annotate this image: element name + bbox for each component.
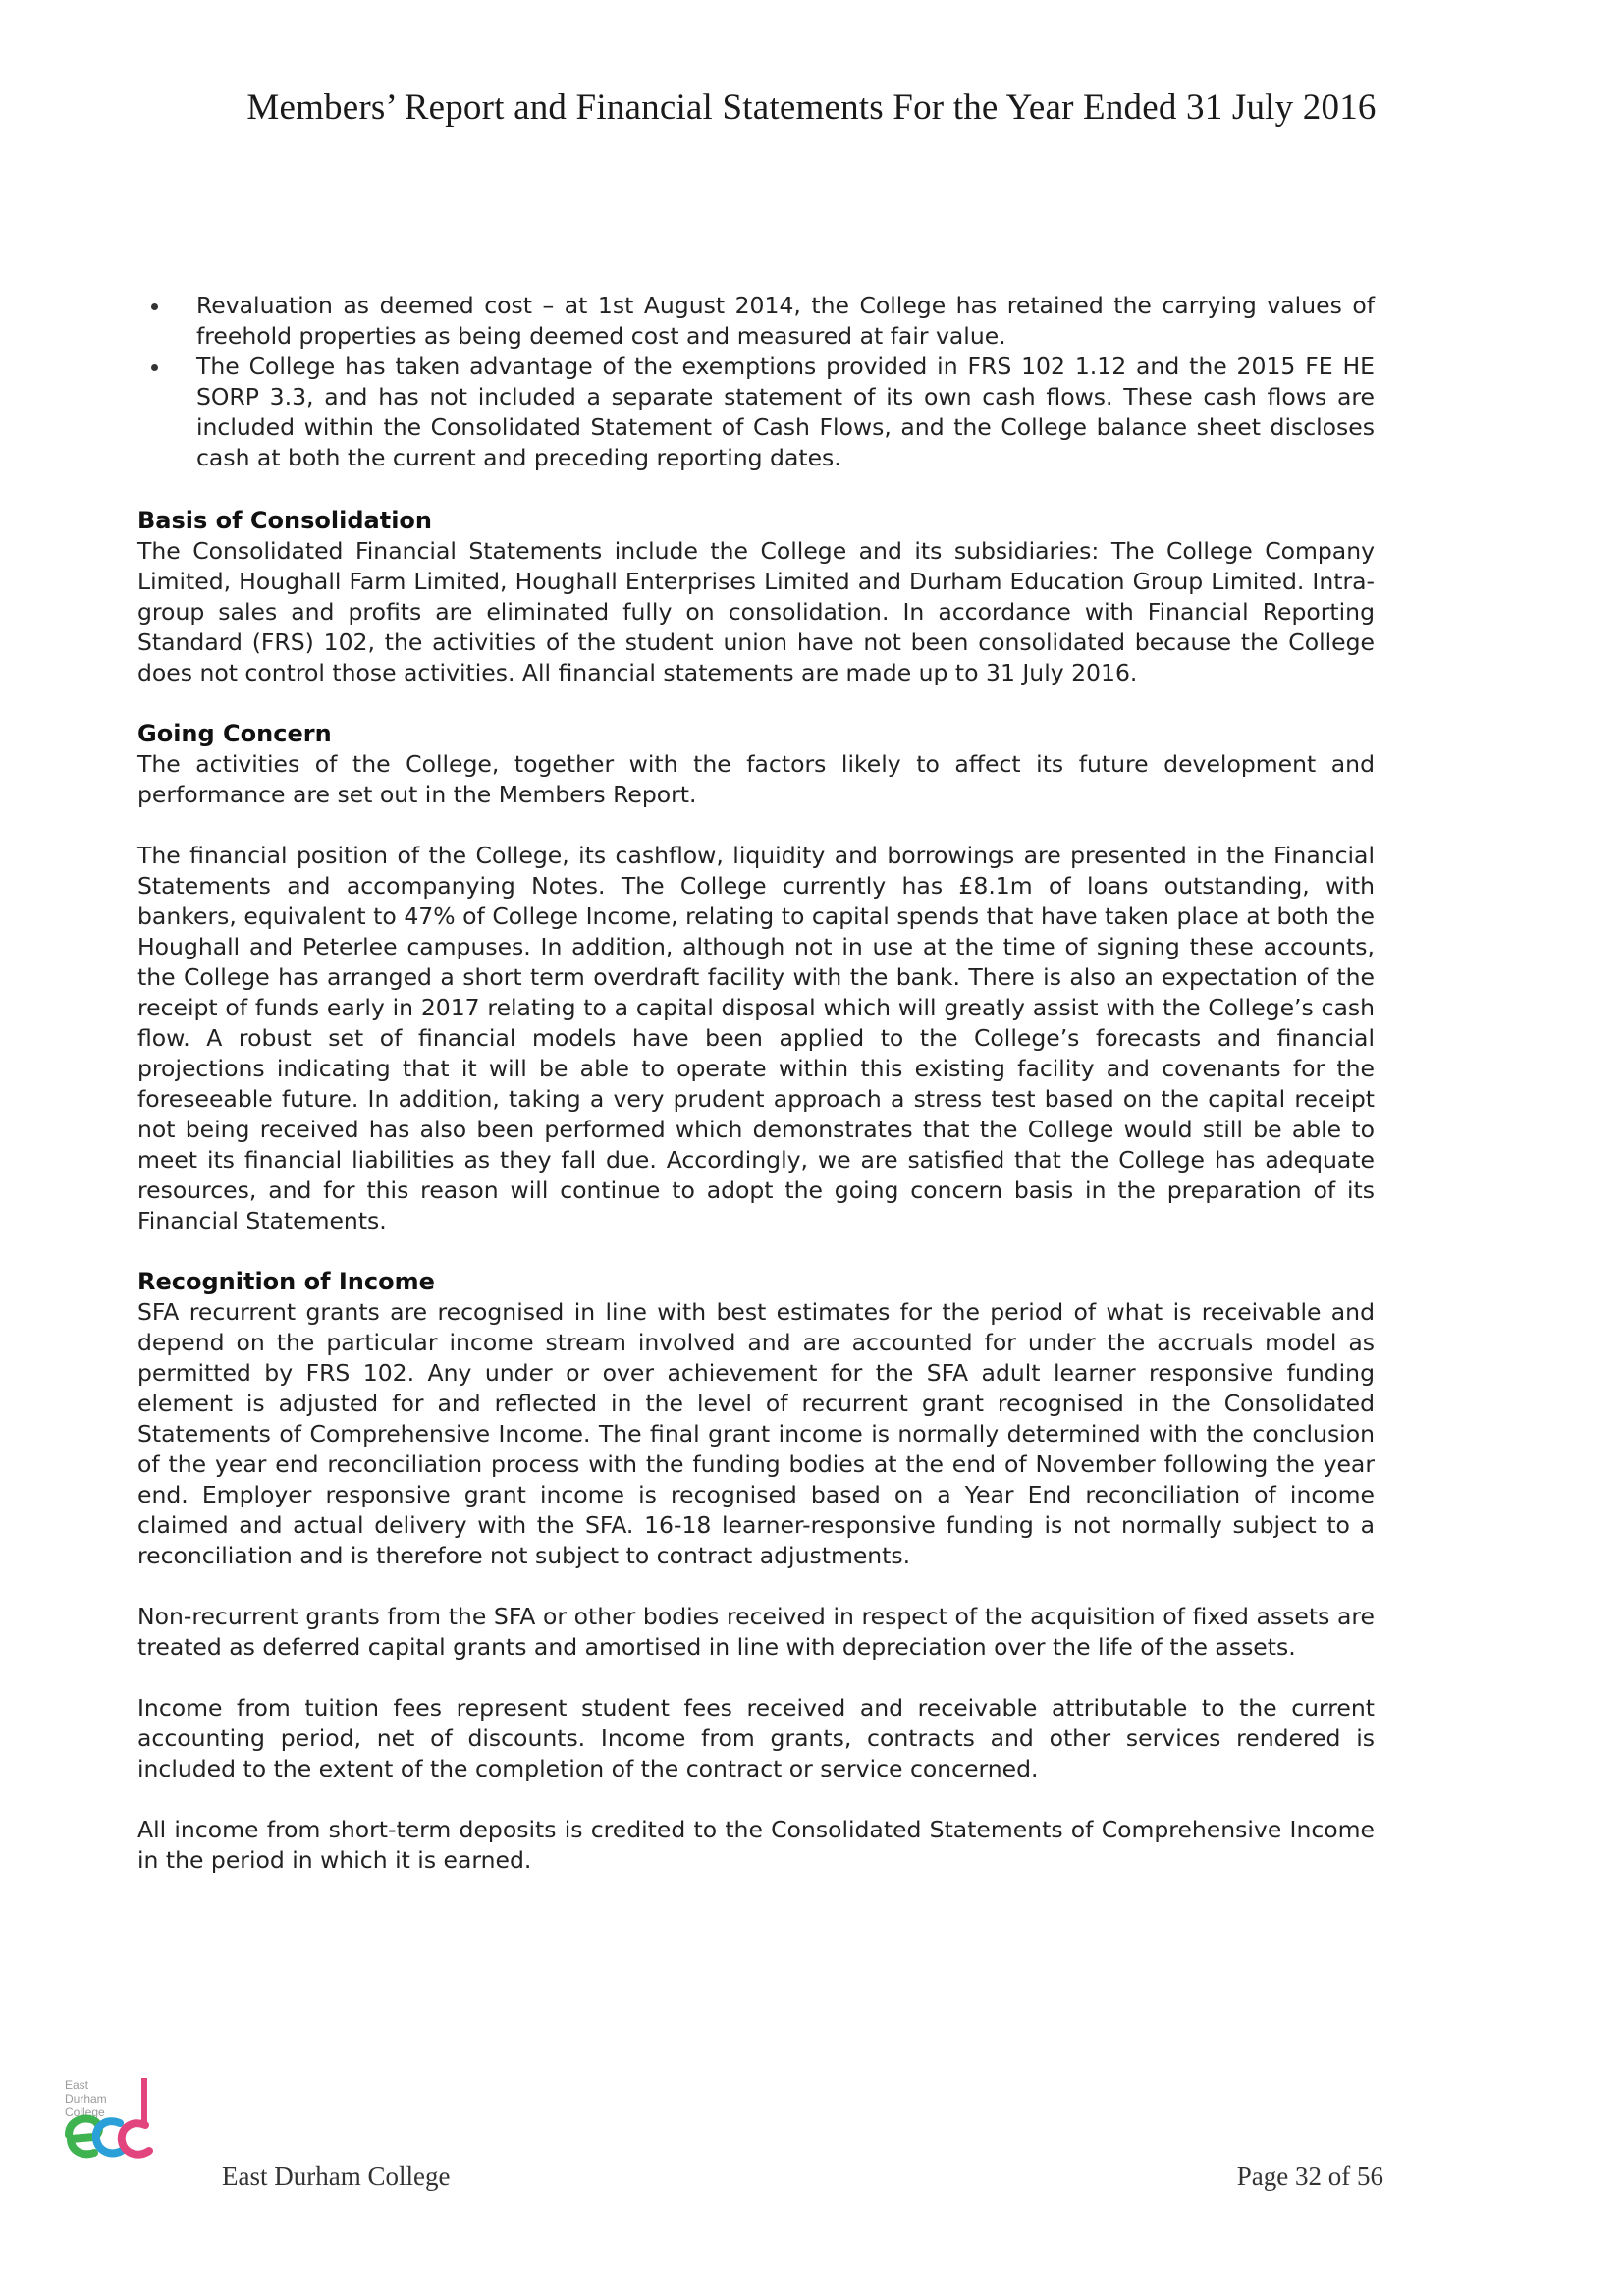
recognition-of-income-para-4: All income from short-term deposits is credited to the Consolidated Statements of Comprehensive Income in the period in which it is earned. [137,1816,1375,1874]
page-title: Members’ Report and Financial Statements For the Year Ended 31 July 2016 [246,87,1377,128]
recognition-of-income-para-3: Income from tuition fees represent student fees received and receivable attributable to the current accounting period, net of discounts. Income from grants, contracts and other services rendered is included to the extent of the completion of the contract or service concerned. [137,1694,1375,1782]
bullet-text: Revaluation as deemed cost – at 1st August 2014, the College has retained the carrying values of freehold properties as being deemed cost and measured at fair value. [196,292,1375,350]
recognition-of-income-para-1: SFA recurrent grants are recognised in line with best estimates for the period of what is receivable and depend on the particular income stream involved and are accounted for under the accruals model as permitted by FRS 102. Any under or over achievement for the SFA adult learner responsive funding element is adjusted for and reflected in the level of recurrent grant recognised in the Consolidated Statements of Comprehensive Income. The final grant income is normally determined with the conclusion of the year end reconciliation process with the funding bodies at the end of November following the year end. Employer responsive grant income is recognised based on a Year End reconciliation of income claimed and actual delivery with the SFA. 16-18 learner-responsive funding is not normally subject to a reconciliation and is therefore not subject to contract adjustments. [137,1298,1375,1569]
basis-of-consolidation-text: The Consolidated Financial Statements include the College and its subsidiaries: The College Company Limited, Houghall Farm Limited, Houghall Enterprises Limited and Durham Education Group Limited. Intra-group sales and profits are eliminated fully on consolidation. In accordance with Financial Reporting Standard (FRS) 102, the activities of the student union have not been consolidated because the College does not control those activities. All financial statements are made up to 31 July 2016. [137,537,1375,686]
bullet-list [137,291,1375,473]
going-concern-para-1: The activities of the College, together with the factors likely to affect its future development and performance are set out in the Members Report. [137,750,1375,808]
document-body [137,291,1375,1906]
logo-line: East [65,2078,89,2092]
bullet-icon [151,303,158,310]
bullet-text: The College has taken advantage of the exemptions provided in FRS 102 1.12 and the 2015 FE HE SORP 3.3, and has not included a separate statement of its own cash flows. These cash flows are included within the Consolidated Statement of Cash Flows, and the College balance sheet discloses cash at both the current and preceding reporting dates. [196,353,1375,471]
logo-line: College [65,2105,105,2119]
list-item [196,291,1375,352]
logo-line: Durham [65,2092,107,2105]
list-item [196,352,1375,473]
recognition-of-income-para-2: Non-recurrent grants from the SFA or other bodies received in respect of the acquisition of fixed assets are treated as deferred capital grants and amortised in line with depreciation over the life of the assets. [137,1603,1375,1661]
page-number: Page 32 of 56 [1236,2161,1383,2191]
section-heading-recognition-of-income: Recognition of Income [137,1268,435,1295]
edc-logo-icon [61,2078,179,2162]
college-logo [61,2078,179,2162]
section-heading-going-concern: Going Concern [137,720,332,747]
footer-college-name: East Durham College [222,2161,451,2191]
bullet-icon [151,364,158,371]
section-heading-basis-of-consolidation: Basis of Consolidation [137,507,432,534]
going-concern-para-2: The financial position of the College, its cashflow, liquidity and borrowings are presented in the Financial Statements and accompanying Notes. The College currently has £8.1m of loans outstanding, with bankers, equivalent to 47% of College Income, relating to capital spends that have taken place at both the Houghall and Peterlee campuses. In addition, although not in use at the time of signing these accounts, the College has arranged a short term overdraft facility with the bank. There is also an expectation of the receipt of funds early in 2017 relating to a capital disposal which will greatly assist with the College’s cash flow. A robust set of financial models have been applied to the College’s forecasts and financial projections indicating that it will be able to operate within this existing facility and covenants for the foreseeable future. In addition, taking a very prudent approach a stress test based on the capital receipt not being received has also been performed which demonstrates that the College would still be able to meet its financial liabilities as they fall due. Accordingly, we are satisfied that the College has adequate resources, and for this reason will continue to adopt the going concern basis in the preparation of its Financial Statements. [137,842,1375,1234]
